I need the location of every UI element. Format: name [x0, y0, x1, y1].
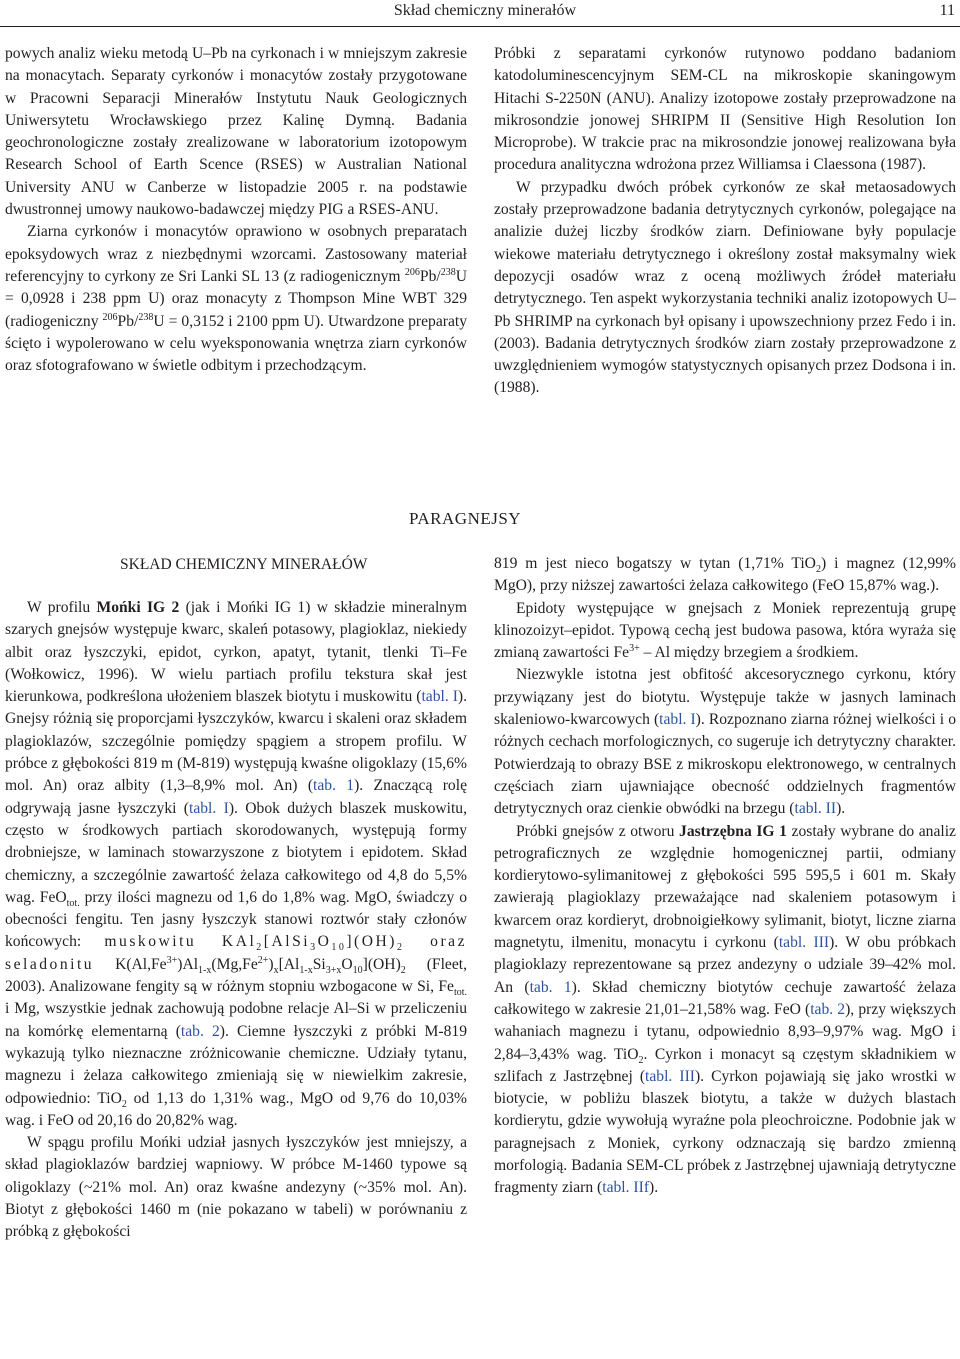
paragraph: powych analiz wieku metodą U–Pb na cyrkonach i w mniejszym zakresie na monacytach. Separaty cyrkonów i monacytów zostały przygotowane w Pracowni Separacji Minerałów Instytutu Nauk Geologicznych Uniwersytetu Wrocławskiego przez Kalinę Dymną. Badania geochronologiczne zostały zrealizowane w laboratorium izotopowym Research School of Earth Scence (RSES) w Australian National University ANU w Canberze w listopadzie 2005 r. na podstawie dwustronnej umowy naukowo-badawczej między PIG a RSES-ANU.	[5, 45, 467, 219]
table-reference-link[interactable]: tab. 2	[180, 1022, 220, 1040]
table-reference-link[interactable]: tab. 2	[810, 1000, 846, 1018]
running-title: Skład chemiczny minerałów	[393, 2, 576, 19]
table-reference-link[interactable]: tabl. IIf	[602, 1179, 650, 1197]
subsection-heading: SKŁAD CHEMICZNY MINERAŁÓW	[120, 556, 368, 573]
table-reference-link[interactable]: tabl. I	[189, 799, 229, 817]
paragraph: 819 m jest nieco bogatszy w tytan (1,71% TiO$_2$) i magnez (12,99% MgO), przy niższej zawartości żelaza całkowitego (FeO 15,87% wag.).	[494, 555, 956, 595]
paragraph: Ziarna cyrkonów i monacytów oprawiono w osobnych preparatach epoksydowych wraz z niezbędnymi wzorcami. Zastosowany materiał referencyjny to cyrkony ze Sri Lanki SL 13 (z radiogenicznym $^{206}$Pb/$^{238}$U = 0,0928 i 238 ppm U) oraz monacyty z Thompson Mine WBT 329 (radiogeniczny $^{206}$Pb/$^{238}$U = 0,3152 i 2100 ppm U). Utwardzone preparaty ścięto i wypolerowano w celu wyeksponowania wnętrza ziarn cyrkonów oraz sfotografowano w świetle odbitym i przechodzącym.	[5, 223, 468, 375]
table-reference-link[interactable]: tab. 1	[529, 978, 572, 996]
paragraph: W przypadku dwóch próbek cyrkonów ze skał metaosadowych zostały przeprowadzone badania detrytycznych cyrkonów, polegające na analizie dużej liczby środków ziarn. Definiowane były populacje wiekowe materiału detrytycznego i określony został maksymalny wiek depozycji osadów wraz z oceną możliwych źródeł materiału detrytycznego. Ten aspekt wykorzystania techniki analiz izotopowych U–Pb SHRIMP na cyrkonach był opisany i upowszechniony przez Fedo i in. (2003). Badania detrytycznych środków ziarn zostały przeprowadzone z uwzględnieniem wymogów statystycznych opisanych przez Dodsona i in. (1988).	[494, 178, 956, 397]
section-heading: PARAGNEJSY	[409, 509, 522, 528]
paragraph: W spągu profilu Mońki udział jasnych łyszczyków jest mniejszy, a skład plagioklazów bardziej wapniowy. W próbce M-1460 typowe są oligoklazy (~21% mol. An) oraz kwaśne andezyny (~35% mol. An). Biotyt z głębokości 1460 m (nie pokazano w tabeli) w porównaniu z próbką z głębokości	[5, 1134, 467, 1241]
running-header	[0, 0, 960, 27]
paragraph: Próbki z separatami cyrkonów rutynowo poddano badaniom katodoluminescencyjnym SEM-CL na mikroskopie skaningowym Hitachi S-2250N (ANU). Analizy izotopowe zostały przeprowadzone na mikrosondzie jonowej SHRIPM II (Sensitive High Resolution Ion Microprobe). W trakcie prac na mikrosondzie jonowej realizowana była procedura analityczna wdrożona przez Williamsa i Claessona (1987).	[494, 45, 956, 174]
paragraph: Epidoty występujące w gnejsach z Moniek reprezentują grupę klinozoizyt–epidot. Typową cechą jest budowa pasowa, która wyraża się zmianą zawartości $Fe^{3+}$ – Al między brzegiem a środkiem.	[494, 599, 956, 662]
table-reference-link[interactable]: tabl. I	[421, 688, 458, 706]
table-reference-link[interactable]: tabl. I	[659, 711, 696, 729]
right-column-top	[494, 43, 956, 400]
table-reference-link[interactable]: tabl. II	[794, 800, 837, 818]
paragraph: Niezwykle istotna jest obfitość akcesorycznego cyrkonu, który przywiązany jest do biotytu. Występuje także w jasnych laminach skaleniowo-kwarcowych (tabl. I). Rozpoznano ziarna różnej wielkości i o różnych cechach morfologicznych, co sugeruje ich detrytyczny charakter. Potwierdzają to obrazy BSE z mikroskopu elektronowego, w centralnych częściach ziarn ujawniające obecność oddzielnych fragmentów detrytycznych oraz cienkie obwódki na brzegu (tabl. II).	[494, 666, 956, 818]
paragraph: Próbki gnejsów z otworu Jastrzębna IG 1 zostały wybrane do analiz petrograficznych ze względnie homogenicznej partii, odmiany kordierytowo-sylimanitowej z głębokości 595 595,5 i 601 m. Skały zawierają plagioklazy przeważające nad skaleniem potasowym i kwarcem oraz kordieryt, drobnoigiełkowy sylimanit, biotyt, liczne ziarna magnetytu, ilmenitu, monacytu i cyrkonu (tabl. III). W obu próbkach plagioklazy reprezentowane są przez andezyny o udziale 39–42% mol. An (tab. 1). Skład chemiczny biotytów cechuje zawartość żelaza całkowitego w zakresie 21,01–21,58% wag. FeO (tab. 2), przy większych wahaniach magnezu i tytanu, odpowiednio 8,93–9,97% wag. MgO i 2,84–3,43% wag. TiO$_2$. Cyrkon i monacyt są częstym składnikiem w szlifach z Jastrzębnej (tabl. III). Cyrkon pojawiają się jako wrostki w biotycie, w pobliżu blaszek biotytu, a także w dużych blastach kordierytu, gdzie wywołują wyraźne pola pleochroiczne. Podobnie jak w paragnejsach z Moniek, cyrkony odznaczają się bardzo zmienną morfologią. Badania SEM-CL próbek z Jastrzębnej ujawniają detrytyczne fragmenty ziarn (tabl. IIf).	[494, 822, 957, 1197]
left-column-bottom	[5, 597, 467, 1244]
page-number: 11	[939, 2, 955, 19]
left-column-top	[5, 43, 467, 377]
table-reference-link[interactable]: tabl. III	[778, 934, 830, 952]
table-reference-link[interactable]: tab. 1	[313, 777, 355, 795]
table-reference-link[interactable]: tabl. III	[645, 1067, 695, 1085]
right-column-bottom	[494, 553, 956, 1200]
paragraph: W profilu Mońki IG 2 (jak i Mońki IG 1) w składzie mineralnym szarych gnejsów występuje kwarc, skaleń potasowy, plagioklaz, niekiedy albit oraz łyszczyki, epidot, cyrkon, apatyt, tytanit, tlenki Ti–Fe (Wołkowicz, 1996). W wielu partiach profilu tekstura skał jest kierunkowa, podkreślona ułożeniem blaszek biotytu i muskowitu (tabl. I). Gnejsy różnią się proporcjami łyszczyków, kwarcu i skaleni oraz składem plagioklazów, szczególnie pomiędzy spągiem a stropem profilu. W próbce z głębokości 819 m (M-819) występują kwaśne oligoklazy (15,6% mol. An) oraz albity (1,3–8,9% mol. An) (tab. 1). Znaczącą rolę odgrywają jasne łyszczyki (tabl. I). Obok dużych blaszek muskowitu, często w środkowych partiach skorodowanych, występują formy drobniejsze, w laminach stowarzyszone z biotytem i epidotem. Skład chemiczny, a szczególnie zawartość żelaza całkowitego od 4,8 do 5,5% wag. FeO$_{tot.}$ przy ilości magnezu od 1,6 do 1,8% wag. MgO, świadczy o obecności fengitu. Ten jasny łyszczyk stanowi roztwór stały członów końcowych: muskowitu $KAl_2[AlSi_3O_{10}](OH)_2$ oraz seladonitu $K(Al,Fe^{3+})Al_{1-x}(Mg,Fe^{2+})_x[Al_{1-x}Si_{3+x}O_{10}](OH)_2$ (Fleet, 2003). Analizowane fengity są w różnym stopniu wzbogacone w Si, $Fe_{tot.}$ i Mg, wszystkie jednak zachowują podobne relacje Al–Si w przeliczeniu na komórkę elementarną (tab. 2). Ciemne łyszczyki z próbki M-819 wykazują tylko nieznaczne zróżnicowanie chemiczne. Udziały tytanu, magnezu i żelaza całkowitego zmieniają się w niewielkim zakresie, odpowiednio: TiO$_2$ od 1,13 do 1,31% wag., MgO od 9,76 do 10,03% wag. i FeO od 20,16 do 20,82% wag.	[5, 599, 468, 1129]
